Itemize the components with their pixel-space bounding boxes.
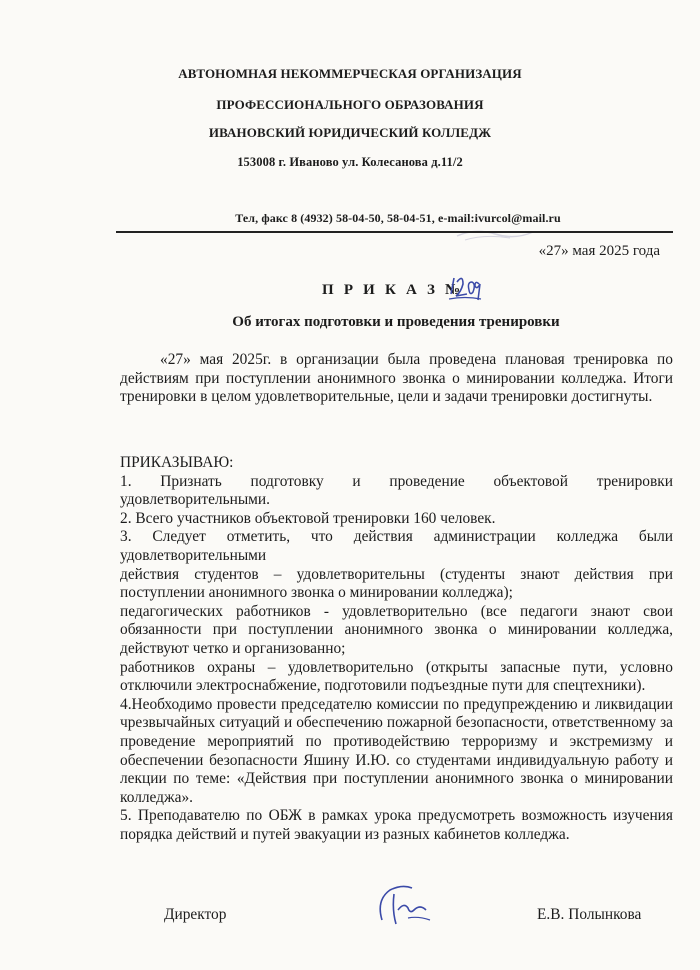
order-subject: Об итогах подготовки и проведения тренировки [232, 314, 560, 330]
header-divider [116, 231, 673, 233]
signatory-role: Директор [164, 906, 227, 923]
org-name-line-3: ИВАНОВСКИЙ ЮРИДИЧЕСКИЙ КОЛЛЕДЖ [208, 125, 492, 140]
order-title: П Р И К А З № [322, 282, 464, 298]
decree-item-5: 5. Преподавателю по ОБЖ в рамках урока предусмотреть возможность изучения порядка действий и путей эвакуации из разных кабинетов колледжа. [120, 807, 673, 843]
org-address: 153008 г. Иваново ул. Колесанова д.11/2 [237, 155, 463, 169]
decree-item-3: 3. Следует отметить, что действия администрации колледжа были удовлетворительными [120, 528, 673, 564]
decree-item-3-teachers: педагогических работников - удовлетворительно (все педагоги знают свои обязанности при поступлении анонимного звонка о минировании колледжа, действуют четко и организованно; [120, 602, 673, 657]
signatory-name: Е.В. Полынкова [537, 906, 642, 923]
org-name-line-2: ПРОФЕССИОНАЛЬНОГО ОБРАЗОВАНИЯ [216, 97, 484, 112]
intro-paragraph: «27» мая 2025г. в организации была проведена плановая тренировка по действиям при поступлении анонимного звонка о минировании колледжа. Итоги тренировки в целом удовлетворительные, цели и задачи тренировки достигнуты. [120, 351, 673, 406]
handwritten-order-number [447, 272, 483, 304]
decree-item-2: 2. Всего участников объектовой тренировки 160 человек. [120, 509, 496, 527]
decree-item-1: 1. Признать подготовку и проведение объектовой тренировки удовлетворительными. [120, 472, 673, 509]
handwritten-signature [368, 880, 438, 930]
order-date: «27» мая 2025 года [538, 243, 660, 259]
decree-section [120, 454, 673, 844]
faded-stamp-mark [455, 224, 535, 244]
decree-item-3-security: работников охраны – удовлетворительно (открыты запасные пути, условно отключили электроснабжение, подготовили подъездные пути для спецтехники). [120, 658, 673, 695]
decree-word: ПРИКАЗЫВАЮ: [120, 454, 234, 471]
decree-item-3-students: действия студентов – удовлетворительны (студенты знают действия при поступлении анонимного звонка о минировании колледжа); [120, 565, 673, 602]
decree-item-4: 4.Необходимо провести председателю комиссии по предупреждению и ликвидации чрезвычайных ситуаций и обеспечению пожарной безопасности, ответственному за проведение мероприятий по противодействию терроризму и экстремизму и обеспечении безопасности Яшину И.Ю. со студентами индивидуальную работу и лекции по теме: «Действия при поступлении анонимного звонка о минировании колледжа». [120, 695, 673, 806]
org-contacts: Тел, факс 8 (4932) 58-04-50, 58-04-51, e-mail:ivurcol@mail.ru [235, 211, 561, 225]
org-name-line-1: АВТОНОМНАЯ НЕКОММЕРЧЕСКАЯ ОРГАНИЗАЦИЯ [178, 66, 522, 81]
